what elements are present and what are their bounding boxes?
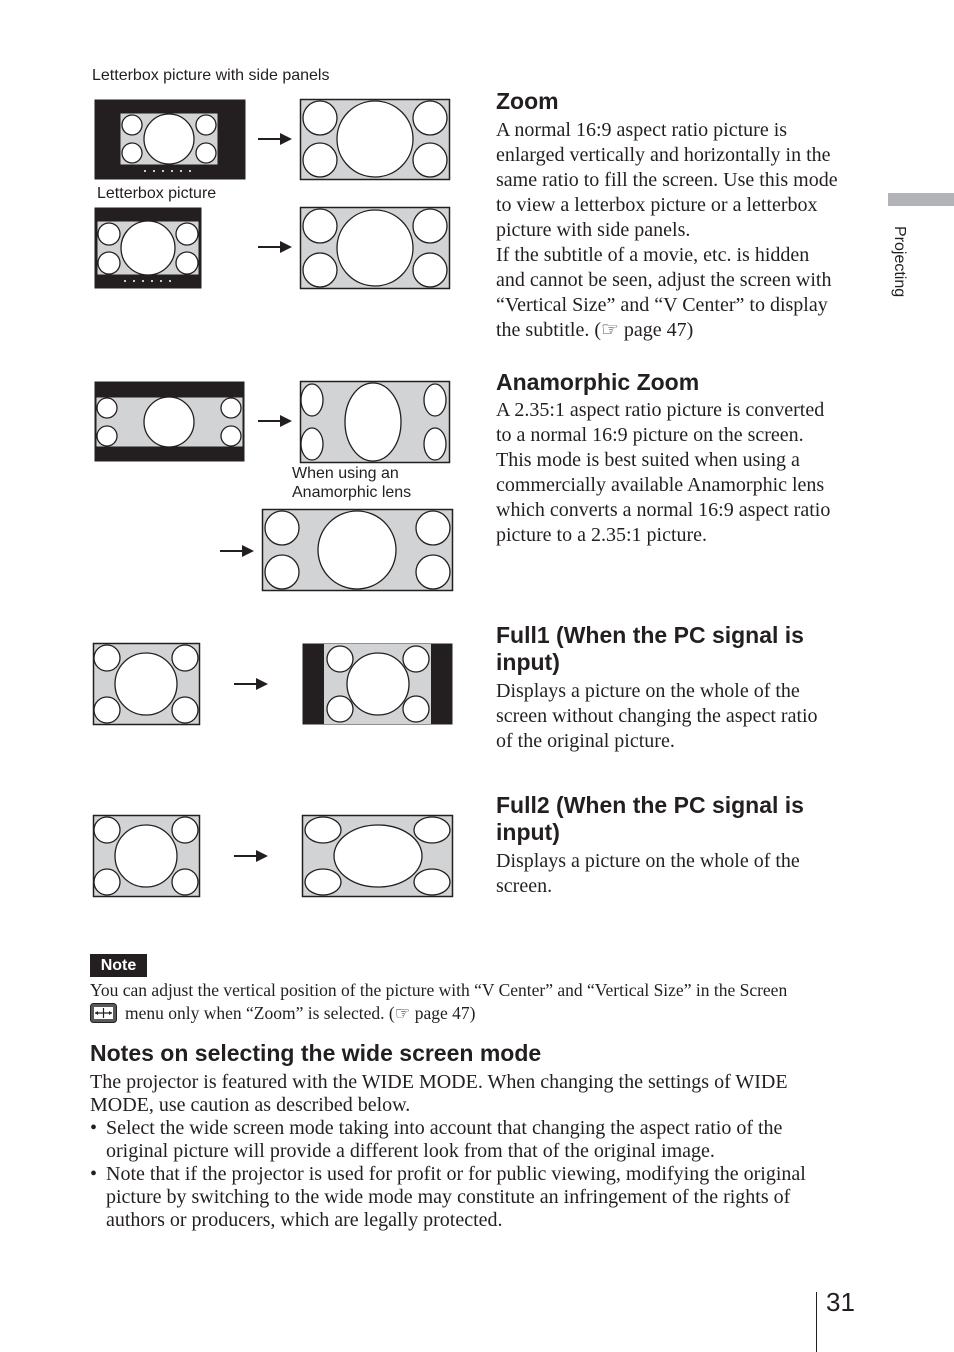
bullet-line: Note that if the projector is used for profit or for public viewing, modifying the original (106, 1163, 806, 1185)
text-line: “Vertical Size” and “V Center” to display (496, 294, 828, 316)
letterbox-source (94, 207, 202, 289)
text-line: This mode is best suited when using a (496, 449, 800, 471)
wide-notes-body (90, 1071, 860, 1232)
zoom-result-2 (300, 207, 450, 289)
page-number-rule (816, 1292, 817, 1352)
note-badge: Note (90, 954, 147, 977)
title-line: input) (496, 819, 560, 845)
text-line: enlarged vertically and horizontally in the (496, 144, 831, 166)
text-line: Displays a picture on the whole of the (496, 850, 800, 872)
anamorphic-body (496, 398, 866, 548)
text-line: and cannot be seen, adjust the screen with (496, 269, 832, 291)
bullet-item (90, 1163, 860, 1232)
letterbox-side-panels-source (94, 99, 246, 180)
title-line: Full2 (When the PC signal is (496, 792, 804, 818)
text-line: to view a letterbox picture or a letterbox (496, 194, 818, 216)
anamorphic-source (94, 381, 245, 462)
full2-body (496, 849, 866, 899)
text-line: commercially available Anamorphic lens (496, 474, 825, 496)
full1-source (93, 643, 200, 725)
title-line: input) (496, 649, 560, 675)
arrow-icon (258, 241, 292, 253)
text-line: which converts a normal 16:9 aspect ratio (496, 499, 831, 521)
page-number: 31 (826, 1287, 855, 1317)
text-line: A 2.35:1 aspect ratio picture is converted (496, 399, 825, 421)
zoom-body (496, 118, 866, 343)
text-line: of the original picture. (496, 730, 675, 752)
bullet-line: original picture will provide a different look from that of the original image. (106, 1140, 715, 1162)
full2-result (302, 815, 453, 897)
arrow-icon (258, 415, 292, 427)
wide-notes-title: Notes on selecting the wide screen mode (90, 1040, 542, 1066)
text-line: picture to a 2.35:1 picture. (496, 524, 708, 546)
bullet-item (90, 1117, 860, 1163)
intro-line: MODE, use caution as described below. (90, 1094, 411, 1116)
text-line: picture with side panels. (496, 219, 691, 241)
arrow-icon (234, 678, 268, 690)
arrow-icon (258, 133, 292, 145)
title-line: Full1 (When the PC signal is (496, 622, 804, 648)
section-tab-label: Projecting (891, 226, 908, 298)
zoom-title: Zoom (496, 88, 559, 114)
arrow-icon (234, 850, 268, 862)
caption-anamorphic-lens-1: When using an (292, 465, 399, 482)
text-line: the subtitle. (☞ page 47) (496, 319, 694, 341)
bullet-line: authors or producers, which are legally protected. (106, 1209, 503, 1231)
text-line: same ratio to fill the screen. Use this mode (496, 169, 838, 191)
section-tab (886, 226, 914, 316)
bullet-line: picture by switching to the wide mode may constitute an infringement of the rights of (106, 1186, 791, 1208)
bullet-dot: • (90, 1117, 98, 1139)
screen-menu-icon (90, 1003, 117, 1023)
caption-anamorphic-lens-2: Anamorphic lens (292, 484, 412, 501)
anamorphic-lens-result (262, 509, 453, 591)
zoom-result-1 (300, 99, 450, 180)
full1-body (496, 679, 866, 754)
text-line: to a normal 16:9 picture on the screen. (496, 424, 804, 446)
text-line: screen without changing the aspect ratio (496, 705, 818, 727)
text-line: A normal 16:9 aspect ratio picture is (496, 119, 788, 141)
intro-line: The projector is featured with the WIDE MODE. When changing the settings of WIDE (90, 1071, 788, 1093)
full1-title (496, 622, 804, 676)
bullet-dot: • (90, 1163, 98, 1185)
note-text (90, 979, 860, 1025)
text-line: Displays a picture on the whole of the (496, 680, 800, 702)
arrow-icon (220, 545, 254, 557)
anamorphic-title: Anamorphic Zoom (496, 369, 700, 395)
full2-title (496, 792, 804, 846)
full1-result (302, 643, 453, 725)
text-line: If the subtitle of a movie, etc. is hidden (496, 244, 810, 266)
bullet-line: Select the wide screen mode taking into account that changing the aspect ratio of the (106, 1117, 783, 1139)
text-line: screen. (496, 875, 553, 897)
note-line-2 (90, 1002, 860, 1025)
full2-source (93, 815, 200, 897)
anamorphic-result (300, 381, 450, 463)
section-tab-bar (888, 193, 954, 206)
note-line-text: menu only when “Zoom” is selected. (☞ page 47) (125, 1003, 476, 1023)
caption-letterbox-side-panels: Letterbox picture with side panels (92, 67, 330, 84)
note-line: You can adjust the vertical position of the picture with “V Center” and “Vertical Size” in the Screen (90, 980, 788, 1000)
caption-letterbox: Letterbox picture (97, 185, 217, 202)
